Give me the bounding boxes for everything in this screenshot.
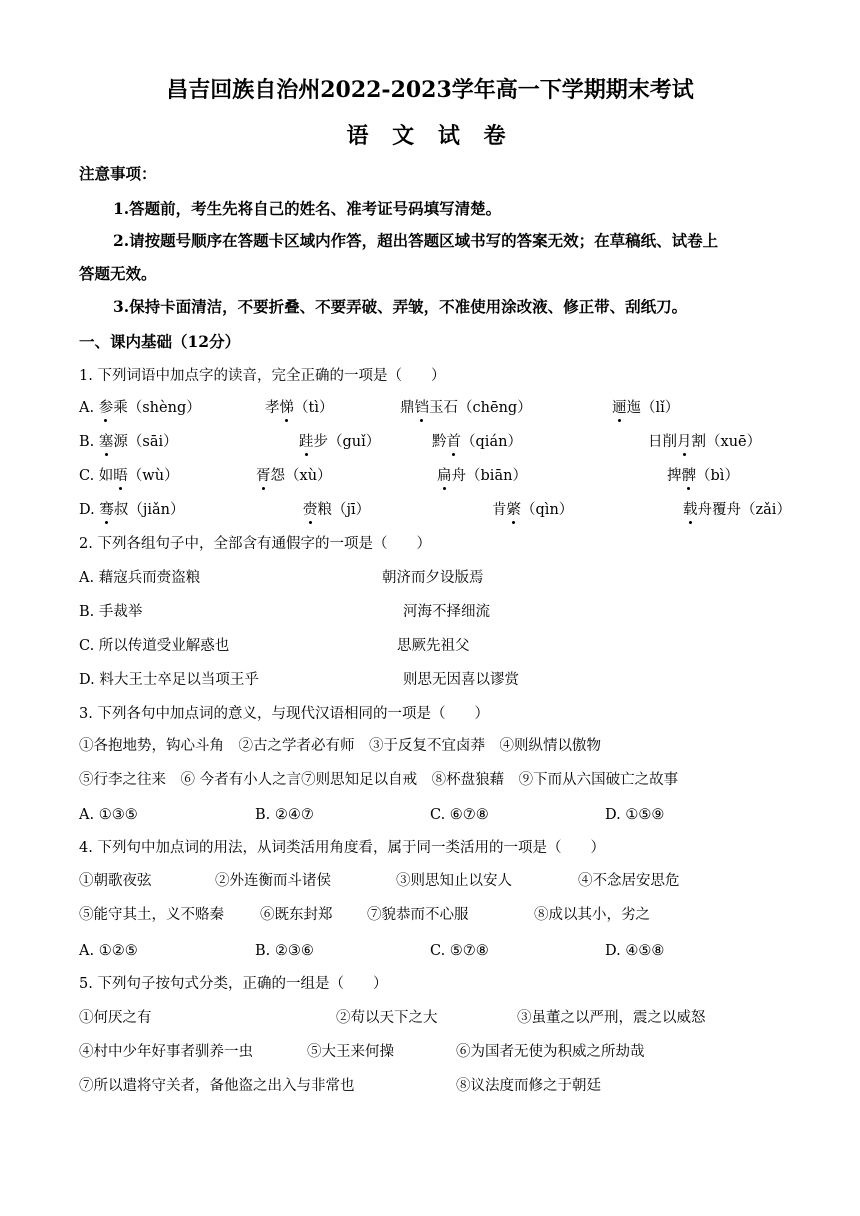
q3-option-d: D. ①⑤⑨ [605, 807, 665, 823]
q3-items-line-1: ①各抱地势，钩心斗角 ②古之学者必有师 ③于反复不宜卤莽 ④则纵情以傲物 [79, 738, 601, 754]
q4-item-1: ①朝歌夜弦 [79, 873, 152, 889]
emphasis-dot-char: 赍 [303, 502, 318, 518]
q1-stem: 1. 下列词语中加点字的读音，完全正确的一项是（ ） [79, 368, 446, 384]
q5-stem: 5. 下列句子按句式分类，正确的一组是（ ） [79, 976, 388, 992]
q1-d-3: 肯綮（qìn） [492, 502, 574, 518]
q1-b-3: 黔首（qián） [432, 434, 522, 450]
q2-stem: 2. 下列各组句子中，全部含有通假字的一项是（ ） [79, 536, 431, 552]
q1-c-4: 捭髀（bì） [667, 468, 739, 484]
emphasis-dot-char: 扁 [437, 468, 452, 484]
emphasis-dot-char: 胥 [256, 468, 271, 484]
q2-c-1: C. 所以传道受业解惑也 [79, 638, 230, 654]
q4-item-8: ⑧成以其小，劣之 [534, 907, 650, 923]
notice-item-1: 1.答题前，考生先将自己的姓名、准考证号码填写清楚。 [113, 199, 502, 218]
q5-item-1: ①何厌之有 [79, 1010, 152, 1026]
emphasis-dot-char: 逦 [612, 400, 627, 416]
q1-a-4: 逦迤（lǐ） [612, 400, 680, 416]
q5-item-5: ⑤大王来何操 [307, 1044, 394, 1060]
q4-option-c: C. ⑤⑦⑧ [430, 943, 489, 959]
q4-item-3: ③则思知止以安人 [396, 873, 512, 889]
q2-b-2: 河海不择细流 [403, 604, 490, 620]
q1-d-2: 赍粮（jī） [303, 502, 371, 518]
q4-item-4: ④不念居安思危 [578, 873, 680, 889]
exam-subtitle: 语 文 试 卷 [346, 123, 514, 149]
q5-item-8: ⑧议法度而修之于朝廷 [456, 1078, 601, 1094]
q5-item-4: ④村中少年好事者驯养一虫 [79, 1044, 253, 1060]
emphasis-dot-char: 骞 [99, 502, 114, 518]
q1-b-2: 跬步（guǐ） [299, 434, 381, 450]
q4-stem: 4. 下列句中加点词的用法，从词类活用角度看，属于同一类活用的一项是（ ） [79, 840, 605, 856]
q1-d-1: D. 骞叔（jiǎn） [79, 502, 185, 518]
emphasis-dot-char: 跬 [299, 434, 314, 450]
q1-c-2: 胥怨（xù） [256, 468, 332, 484]
emphasis-dot-char: 晤 [113, 468, 128, 484]
emphasis-dot-char: 参 [98, 400, 114, 416]
q5-item-3: ③虽董之以严刑，震之以威怒 [517, 1010, 706, 1026]
q3-option-c: C. ⑥⑦⑧ [430, 807, 489, 823]
emphasis-dot-char: 綮 [506, 502, 521, 518]
q4-item-6: ⑥既东封郑 [260, 907, 333, 923]
notice-item-3: 3.保持卡面清洁，不要折叠、不要弄破、弄皱，不准使用涂改液、修正带、刮纸刀。 [113, 297, 688, 316]
q2-c-2: 思厥先祖父 [397, 638, 470, 654]
q4-item-2: ②外连衡而斗诸侯 [215, 873, 331, 889]
exam-title: 昌吉回族自治州2022-2023学年高一下学期期末考试 [166, 77, 694, 103]
q3-stem: 3. 下列各句中加点词的意义，与现代汉语相同的一项是（ ） [79, 706, 489, 722]
q2-b-1: B. 手裁举 [79, 604, 143, 620]
emphasis-dot-char: 塞 [98, 434, 114, 450]
q4-item-7: ⑦貌恭而不心服 [367, 907, 469, 923]
q1-a-1: A. 参乘（shèng） [79, 400, 201, 416]
emphasis-dot-char: 悌 [279, 400, 294, 416]
q2-d-1: D. 料大王士卒足以当项王乎 [79, 672, 259, 688]
q3-option-a: A. ①③⑤ [79, 807, 138, 823]
q4-item-5: ⑤能守其土，义不赂秦 [79, 907, 224, 923]
q2-d-2: 则思无因喜以谬赏 [403, 672, 519, 688]
notice-item-2-cont: 答题无效。 [79, 264, 157, 283]
emphasis-dot-char: 首 [446, 434, 461, 450]
emphasis-dot-char: 载 [683, 502, 698, 518]
q1-a-2: 孝悌（tì） [265, 400, 334, 416]
q1-c-3: 扁舟（biān） [437, 468, 527, 484]
q5-item-2: ②苟以天下之大 [336, 1010, 438, 1026]
q3-option-b: B. ②④⑦ [255, 807, 314, 823]
q1-b-4: 日削月割（xuē） [648, 434, 762, 450]
q1-c-1: C. 如晤（wù） [79, 468, 179, 484]
emphasis-dot-char: 铛 [414, 400, 429, 416]
q1-d-4: 载舟覆舟（zǎi） [683, 502, 791, 518]
q5-item-6: ⑥为国者无使为积威之所劫哉 [456, 1044, 645, 1060]
q4-option-d: D. ④⑤⑧ [605, 943, 665, 959]
q5-item-7: ⑦所以遣将守关者，备他盗之出入与非常也 [79, 1078, 355, 1094]
q1-b-1: B. 塞源（sāi） [79, 434, 178, 450]
q2-a-2: 朝济而夕设版焉 [382, 570, 484, 586]
notice-heading: 注意事项： [79, 164, 157, 183]
q1-a-3: 鼎铛玉石（chēng） [400, 400, 532, 416]
q2-a-1: A. 藉寇兵而赍盗粮 [79, 570, 201, 586]
section-heading: 一、课内基础（12分） [79, 332, 241, 351]
emphasis-dot-char: 月 [677, 434, 692, 450]
q4-option-a: A. ①②⑤ [79, 943, 138, 959]
q3-items-line-2: ⑤行李之往来 ⑥ 今者有小人之言⑦则思知足以自戒 ⑧杯盘狼藉 ⑨下而从六国破亡之故事 [79, 772, 679, 788]
q4-option-b: B. ②③⑥ [255, 943, 314, 959]
emphasis-dot-char: 髀 [681, 468, 696, 484]
notice-item-2: 2.请按题号顺序在答题卡区域内作答，超出答题区域书写的答案无效；在草稿纸、试卷上 [113, 231, 719, 250]
